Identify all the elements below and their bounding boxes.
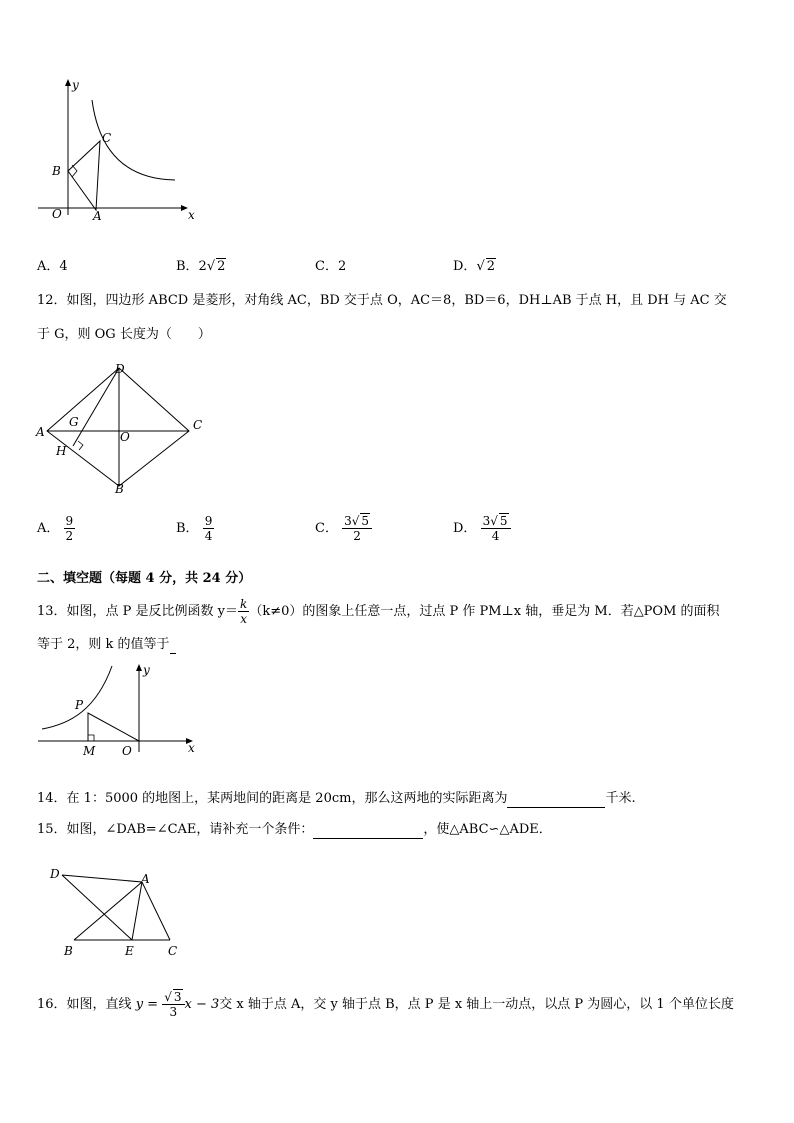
q11-option-a: A．4 bbox=[37, 259, 68, 274]
label-b: B bbox=[115, 482, 124, 496]
label-d: D bbox=[50, 867, 60, 881]
label-y: y bbox=[72, 78, 79, 92]
label-o: O bbox=[122, 744, 132, 758]
section-heading-fill-in: 二、填空题（每题 4 分，共 24 分） bbox=[37, 571, 252, 586]
label-d: D bbox=[115, 362, 125, 376]
x-axis-arrow bbox=[181, 205, 188, 211]
q11-option-c: C．2 bbox=[315, 259, 347, 274]
q15-answer-blank[interactable] bbox=[313, 824, 423, 839]
label-h: H bbox=[56, 444, 67, 458]
segment-de bbox=[62, 875, 132, 940]
label-c: C bbox=[102, 131, 112, 145]
right-angle-mark-m bbox=[88, 735, 94, 741]
q12-option-d: D． $\frac{3√ 5}{4}$ bbox=[453, 514, 511, 543]
segment-dh bbox=[73, 368, 119, 446]
q14-text: 14．在 1：5000 的地图上，某两地间的距离是 20cm，那么这两地的实际距离为 千米. bbox=[37, 791, 636, 806]
label-m: M bbox=[83, 744, 96, 758]
q12-line1: 12．如图，四边形 ABCD 是菱形，对角线 AC，BD 交于点 O，AC＝8，BD＝6，DH⊥AB 于点 H，且 DH 与 AC 交 bbox=[37, 293, 727, 308]
figure-q12 bbox=[30, 358, 210, 498]
q11-option-b: B．2√ 2 bbox=[176, 259, 226, 274]
label-g: G bbox=[69, 415, 79, 429]
label-x: x bbox=[188, 741, 195, 755]
q13-answer-blank[interactable] bbox=[170, 639, 176, 654]
q14-answer-blank[interactable] bbox=[507, 793, 605, 808]
label-o: O bbox=[52, 207, 62, 221]
y-axis-arrow bbox=[65, 79, 71, 86]
figure-q13 bbox=[30, 660, 205, 760]
label-o: O bbox=[120, 430, 130, 444]
label-y: y bbox=[143, 663, 150, 677]
q12-option-c: C． $\frac{3√ 5}{2}$ bbox=[315, 514, 372, 543]
q16-text: 16．如图，直线 y = $\frac{√ 3}{3}$ x − 3交 x 轴于点 A，交 y 轴于点 B，点 P 是 x 轴上一动点，以点 P 为圆心，以 1 个单位长度 bbox=[37, 990, 734, 1019]
segment-ac bbox=[142, 882, 170, 940]
label-b: B bbox=[52, 164, 61, 178]
label-a: A bbox=[141, 872, 150, 886]
q13-line2: 等于 2，则 k 的值等于 bbox=[37, 636, 176, 654]
segment-ae bbox=[132, 882, 142, 940]
q12-line2: 于 G，则 OG 长度为（ ） bbox=[37, 327, 211, 342]
figure-q15 bbox=[40, 860, 200, 970]
label-b: B bbox=[64, 944, 73, 958]
triangle-pom bbox=[88, 713, 139, 741]
label-e: E bbox=[125, 944, 134, 958]
right-angle-mark-h bbox=[78, 441, 83, 450]
label-c: C bbox=[168, 944, 178, 958]
segment-da bbox=[62, 875, 142, 882]
q11-option-d: D．√ 2 bbox=[453, 259, 496, 274]
q15-text: 15．如图，∠DAB=∠CAE，请补充一个条件： ，使△ABC∽△ADE． bbox=[37, 822, 552, 837]
q13-line1: 13．如图，点 P 是反比例函数 y＝ $\frac{k}{x}$ （k≠0）的图象上任意一点，过点 P 作 PM⊥x 轴，垂足为 M．若△POM 的面积 bbox=[37, 597, 720, 626]
label-x: x bbox=[188, 208, 195, 222]
q12-option-b: B． $\frac{9}{4}$ bbox=[176, 514, 213, 543]
segment-ab bbox=[74, 882, 142, 940]
label-c: C bbox=[193, 418, 203, 432]
label-a: A bbox=[36, 425, 45, 439]
y-axis-arrow bbox=[136, 664, 142, 671]
figure-q11 bbox=[30, 75, 200, 225]
q12-option-a: A． $\frac{9}{2}$ bbox=[37, 514, 74, 543]
label-p: P bbox=[75, 698, 84, 712]
label-a: A bbox=[93, 209, 102, 223]
